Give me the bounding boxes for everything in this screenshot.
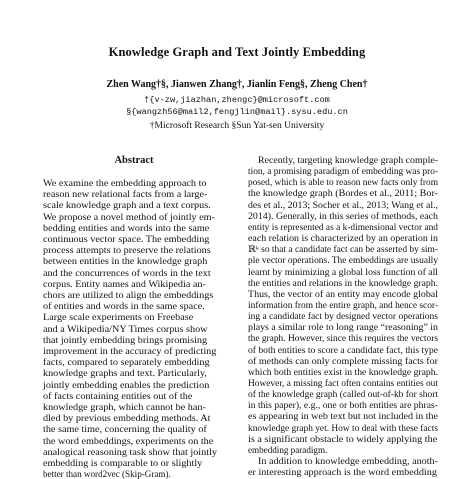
abstract-line: knowledge graph, which cannot be han-: [43, 402, 206, 412]
abstract-line: continuous vector space. The embedding: [43, 234, 210, 244]
body-line: des et al., 2013; Socher et al., 2013; Wang et al.,: [248, 199, 438, 210]
abstract-line: reason new relational facts from a large-: [43, 189, 208, 200]
body-line: ℝᵏ so that a candidate fact can be asserted by sim-: [248, 244, 438, 255]
abstract-line: jointly embedding enables the prediction: [43, 379, 210, 390]
abstract-line: chors are utilized to align the embeddings: [43, 290, 214, 300]
body-line: However, a missing fact often contains entities out: [248, 378, 438, 388]
abstract-line: improvement in the accuracy of predicting: [43, 346, 217, 356]
abstract-line: and the concurrences of words in the text: [43, 267, 211, 278]
abstract-line: Large scale experiments on Freebase: [43, 312, 194, 323]
abstract-line: and a Wikipedia/NY Times corpus show: [43, 323, 208, 334]
abstract-line: dled by previous embedding methods. At: [43, 413, 211, 424]
body-line: Recently, targeting knowledge graph comple-: [258, 155, 438, 165]
body-line: entity is represented as a k-dimensional vector and: [248, 221, 438, 232]
body-line: of both entities to score a candidate fact, this type: [248, 344, 438, 355]
abstract-heading: Abstract: [114, 155, 154, 166]
abstract-line: knowledge graphs and text. Particularly,: [43, 368, 207, 379]
body-line: in this paper), e.g., one or both entities are phras-: [248, 400, 438, 411]
abstract-line: We examine the embedding approach to: [43, 178, 207, 188]
body-line: the entities and relations in the knowledge graph.: [248, 277, 438, 288]
email-microsoft: †{v-zw,jiazhan,zhengc}@microsoft.com: [144, 95, 330, 105]
body-line: plays a similar role to long range “reasoning” in: [248, 322, 438, 333]
abstract-line: of facts containing entities out of the: [43, 390, 193, 401]
body-line: each relation is characterized by an operation in: [248, 233, 438, 244]
body-line: Thus, the vector of an entity may encode global: [248, 288, 438, 299]
body-line: knowledge graph yet. How to deal with these facts: [248, 422, 438, 433]
body-line: the knowledge graph (Bordes et al., 2011; Bor-: [248, 188, 438, 199]
body-line: ing a candidate fact by designed vector operations: [248, 311, 438, 322]
abstract-line: embedding is comparable to or slightly: [43, 458, 203, 468]
abstract-line: that jointly embedding brings promising: [43, 334, 208, 345]
email-sysu: §{wangzh56@mail2,fengjlin@mail}.sysu.edu.cn: [126, 107, 348, 117]
affiliations: †Microsoft Research §Sun Yat-sen University: [149, 121, 325, 131]
body-line: 2014). Generally, in this series of methods, each: [248, 210, 438, 221]
author-list: Zhen Wang†§, Jianwen Zhang†, Jianlin Feng§, Zheng Chen†: [106, 79, 368, 90]
abstract-line: the word embeddings, experiments on the: [43, 435, 214, 446]
abstract-line: better than word2vec (Skip-Gram).: [43, 469, 171, 479]
body-line: tion, a promising paradigm of embedding was pro-: [248, 166, 438, 177]
abstract-line: the same time, concerning the quality of: [43, 424, 207, 435]
paper-title: Knowledge Graph and Text Jointly Embedding: [108, 45, 366, 59]
body-line: information from the entire graph, and hence scor-: [248, 299, 438, 310]
body-line: ple vector operations. The embeddings are usually: [248, 255, 438, 266]
body-line: which both entities exist in the knowledge graph.: [248, 366, 438, 377]
body-line: is a significant obstacle to widely applying the: [248, 433, 438, 444]
abstract-line: analogical reasoning task show that jointly: [43, 446, 217, 457]
abstract-line: of entities and words in the same space.: [43, 301, 205, 312]
abstract-line: We propose a novel method of jointly em-: [43, 211, 216, 222]
body-line: learnt by minimizing a global loss function of all: [248, 266, 438, 277]
abstract-line: corpus. Entity names and Wikipedia an-: [43, 278, 206, 289]
body-line: of the knowledge graph (called out-of-kb for short: [248, 389, 438, 400]
body-line: es appearing in web text but not included in the: [248, 411, 438, 422]
abstract-line: bedding entities and words into the same: [43, 222, 210, 233]
body-line: embedding paradigm.: [248, 444, 328, 455]
body-line: In addition to knowledge embedding, anoth-: [258, 456, 438, 467]
body-line: er interesting approach is the word embedding: [248, 467, 437, 478]
abstract-line: process attempts to preserve the relations: [43, 245, 211, 256]
body-line: the graph. However, since this requires the vectors: [248, 333, 438, 344]
body-line: posed, which is able to reason new facts only from: [248, 177, 438, 188]
abstract-line: scale knowledge graph and a text corpus.: [43, 200, 211, 211]
abstract-line: between entities in the knowledge graph: [43, 256, 208, 267]
abstract-line: facts, compared to separately embedding: [43, 357, 210, 368]
body-line: of methods can only complete missing facts for: [248, 355, 438, 366]
